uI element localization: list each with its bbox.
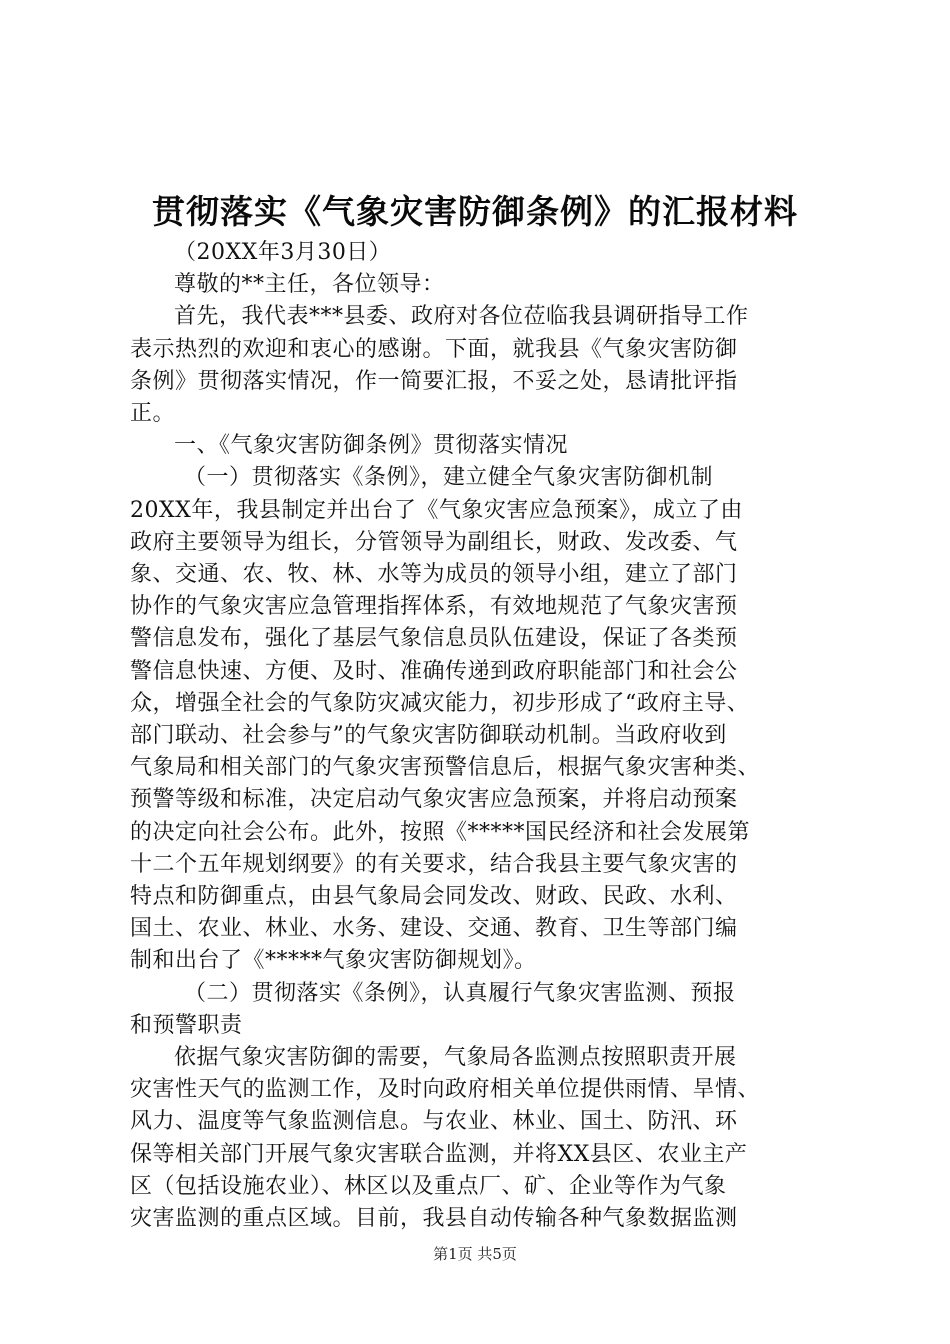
paragraph-line: 风力、温度等气象监测信息。与农业、林业、国土、防汛、环 (130, 1109, 738, 1135)
paragraph-line: 警信息快速、方便、及时、准确传递到政府职能部门和社会公 (130, 658, 738, 684)
paragraph-line: 灾害监测的重点区域。目前，我县自动传输各种气象数据监测 (130, 1206, 738, 1232)
subsection-heading: （一）贯彻落实《条例》，建立健全气象灾害防御机制 (184, 465, 714, 491)
paragraph-line: 预警等级和标准，决定启动气象灾害应急预案，并将启动预案 (130, 787, 738, 813)
paragraph-line: 条例》贯彻落实情况，作一简要汇报，不妥之处，恳请批评指 (130, 368, 738, 394)
subsection-heading-cont: 和预警职责 (130, 1012, 243, 1038)
paragraph-line: 特点和防御重点，由县气象局会同发改、财政、民政、水利、 (130, 884, 738, 910)
salutation: 尊敬的**主任，各位领导： (174, 272, 445, 298)
document-body (130, 237, 830, 1235)
paragraph-line: 制和出台了《*****气象灾害防御规划》。 (130, 948, 537, 974)
paragraph-line: 20XX年，我县制定并出台了《气象灾害应急预案》，成立了由 (130, 497, 743, 523)
date-line: （20XX年3月30日） (174, 240, 392, 265)
paragraph-line: 气象局和相关部门的气象灾害预警信息后，根据气象灾害种类、 (130, 755, 761, 781)
paragraph-line: 部门联动、社会参与”的气象灾害防御联动机制。当政府收到 (130, 723, 727, 749)
paragraph-line: 的决定向社会公布。此外，按照《*****国民经济和社会发展第 (130, 819, 751, 845)
paragraph-line: 灾害性天气的监测工作，及时向政府相关单位提供雨情、旱情、 (130, 1077, 761, 1103)
paragraph-line: 区（包括设施农业）、林区以及重点厂、矿、企业等作为气象 (130, 1173, 727, 1199)
paragraph-line: 保等相关部门开展气象灾害联合监测，并将XX县区、农业主产 (130, 1141, 748, 1167)
paragraph-line: 协作的气象灾害应急管理指挥体系，有效地规范了气象灾害预 (130, 594, 738, 620)
paragraph-line: 众，增强全社会的气象防灾减灾能力，初步形成了“政府主导、 (130, 690, 750, 716)
paragraph-line: 十二个五年规划纲要》的有关要求，结合我县主要气象灾害的 (130, 851, 738, 877)
paragraph-line: 表示热烈的欢迎和衷心的感谢。下面，就我县《气象灾害防御 (130, 336, 738, 362)
document-title: 贯彻落实《气象灾害防御条例》的汇报材料 (152, 192, 798, 231)
paragraph-line: 首先，我代表***县委、政府对各位莅临我县调研指导工作 (174, 304, 749, 330)
paragraph-line: 正。 (130, 401, 176, 427)
subsection-heading: （二）贯彻落实《条例》，认真履行气象灾害监测、预报 (184, 980, 736, 1006)
paragraph-line: 警信息发布，强化了基层气象信息员队伍建设，保证了各类预 (130, 626, 738, 652)
paragraph-line: 依据气象灾害防御的需要，气象局各监测点按照职责开展 (174, 1045, 737, 1071)
paragraph-line: 政府主要领导为组长，分管领导为副组长，财政、发改委、气 (130, 529, 738, 555)
paragraph-line: 国土、农业、林业、水务、建设、交通、教育、卫生等部门编 (130, 916, 738, 942)
page-footer: 第1页 共5页 (433, 1245, 517, 1263)
section-heading: 一、《气象灾害防御条例》贯彻落实情况 (174, 433, 569, 459)
paragraph-line: 象、交通、农、牧、林、水等为成员的领导小组，建立了部门 (130, 562, 738, 588)
